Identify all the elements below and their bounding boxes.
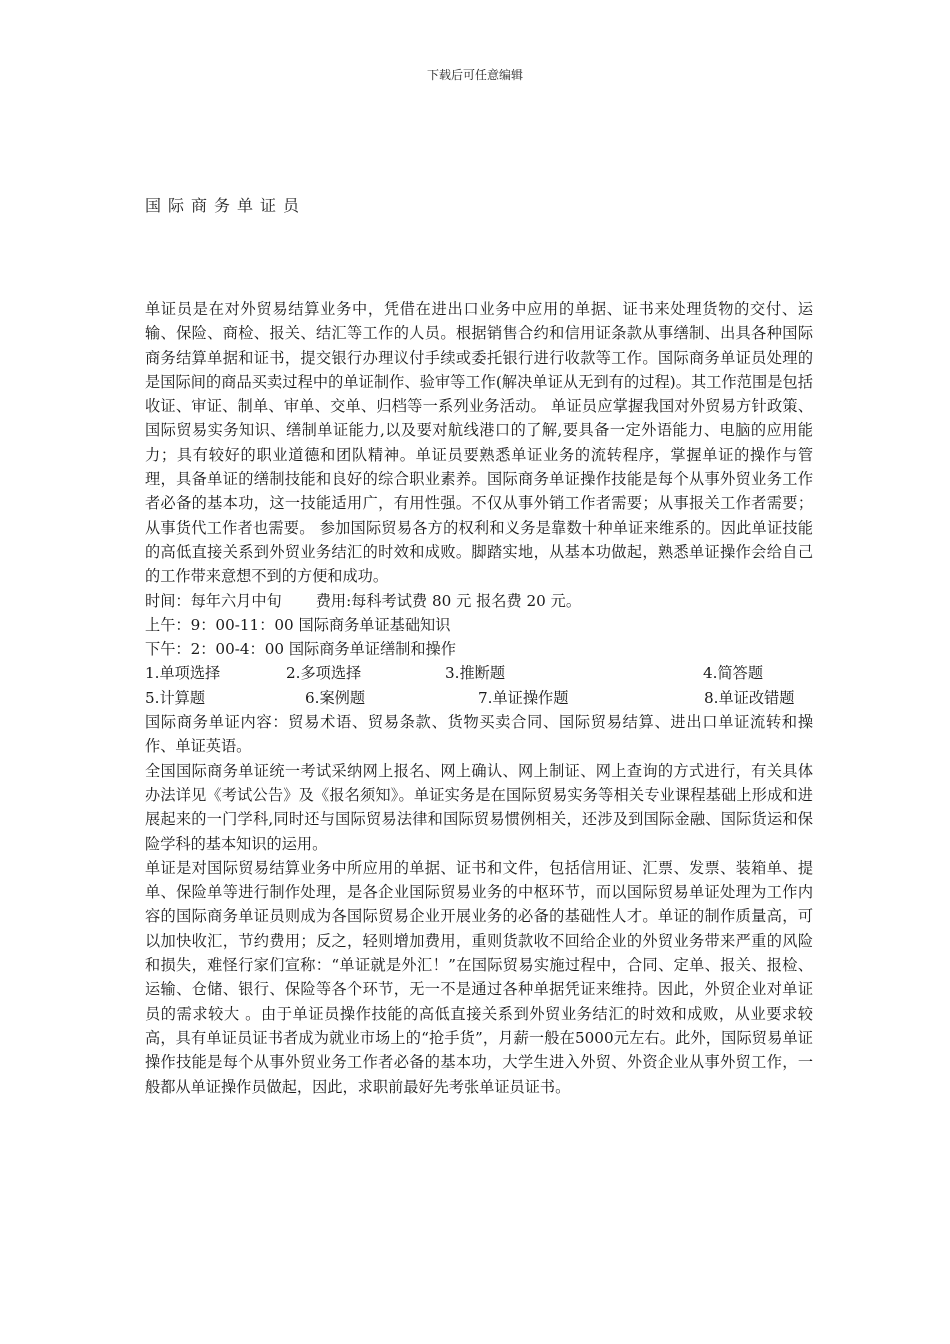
- header-note: 下载后可任意编辑: [426, 68, 523, 82]
- exam-time-fee-line: [145, 589, 813, 613]
- question-type-item: 5.计算题: [145, 688, 206, 707]
- question-type-item: 1.单项选择: [145, 664, 221, 683]
- question-type-item: 3.推断题: [445, 664, 506, 683]
- document-title: 国际商务单证员: [145, 196, 307, 215]
- intro-paragraph: 单证员是在对外贸易结算业务中，凭借在进出口业务中应用的单据、证书来处理货物的交付、运输、保险、商检、报关、结汇等工作的人员。根据销售合约和信用证条款从事缮制、出具各种国际商务结算单据和证书，提交银行办理议付手续或委托银行进行收款等工作。国际商务单证员处理的是国际间的商品买卖过程中的单证制作、验审等工作(解决单证从无到有的过程)。其工作范围是包括收证、审证、制单、审单、交单、归档等一系列业务活动。 单证员应掌握我国对外贸易方针政策、国际贸易实务知识、缮制单证能力,以及要对航线港口的了解,要具备一定外语能力、电脑的应用能力；具有较好的职业道德和团队精神。单证员要熟悉单证业务的流转程序，掌握单证的操作与管理，具备单证的缮制技能和良好的综合职业素养。国际商务单证操作技能是每个从事外贸业务工作者必备的基本功，这一技能适用广，有用性强。不仅从事外销工作者需要；从事报关工作者需要；从事货代工作者也需要。 参加国际贸易各方的权利和义务是靠数十种单证来维系的。因此单证技能的高低直接关系到外贸业务结汇的时效和成败。脚踏实地，从基本功做起，熟悉单证操作会给自己的工作带来意想不到的方便和成功。: [145, 300, 813, 586]
- question-type-item: 8.单证改错题: [704, 688, 795, 707]
- morning-session: 上午：9：00-11：00 国际商务单证基础知识: [145, 615, 451, 634]
- exam-fee: 费用:每科考试费 80 元 报名费 20 元。: [315, 591, 582, 610]
- question-type-item: 2.多项选择: [286, 664, 362, 683]
- question-type-item: 6.案例题: [305, 688, 366, 707]
- question-type-item: 7.单证操作题: [478, 688, 569, 707]
- exam-time: 时间：每年六月中旬: [145, 591, 282, 610]
- final-paragraph: 单证是对国际贸易结算业务中所应用的单据、证书和文件，包括信用证、汇票、发票、装箱单、提单、保险单等进行制作处理，是各企业国际贸易业务的中枢环节，而以国际贸易单证处理为工作内容的国际商务单证员则成为各国际贸易企业开展业务的必备的基础性人才。单证的制作质量高，可以加快收汇，节约费用；反之，轻则增加费用，重则货款收不回给企业的外贸业务带来严重的风险和损失，难怪行家们宣称：“单证就是外汇！”在国际贸易实施过程中，合同、定单、报关、报检、运输、仓储、银行、保险等各个环节，无一不是通过各种单据凭证来维持。因此，外贸企业对单证员的需求较大 。由于单证员操作技能的高低直接关系到外贸业务结汇的时效和成败，从业要求较高，具有单证员证书者成为就业市场上的“抢手货”，月薪一般在5000元左右。此外，国际贸易单证操作技能是每个从事外贸业务工作者必备的基本功，大学生进入外贸、外资企业从事外贸工作，一般都从单证操作员做起，因此，求职前最好先考张单证员证书。: [145, 858, 813, 1096]
- question-types-row-1: [145, 661, 813, 685]
- afternoon-session: 下午：2：00-4：00 国际商务单证缮制和操作: [145, 640, 456, 659]
- registration-paragraph: 全国国际商务单证统一考试采纳网上报名、网上确认、网上制证、网上查询的方式进行，有关具体办法详见《考试公告》及《报名须知》。单证实务是在国际贸易实务等相关专业课程基础上形成和进展起来的一门学科,同时还与国际贸易法律和国际贸易惯例相关，还涉及到国际金融、国际货运和保险学科的基本知识的运用。: [145, 761, 813, 853]
- document-body: [145, 297, 813, 1099]
- content-list-paragraph: 国际商务单证内容：贸易术语、贸易条款、货物买卖合同、国际贸易结算、进出口单证流转和操作、单证英语。: [145, 713, 813, 756]
- question-types-row-2: [145, 686, 813, 710]
- question-type-item: 4.简答题: [703, 664, 764, 683]
